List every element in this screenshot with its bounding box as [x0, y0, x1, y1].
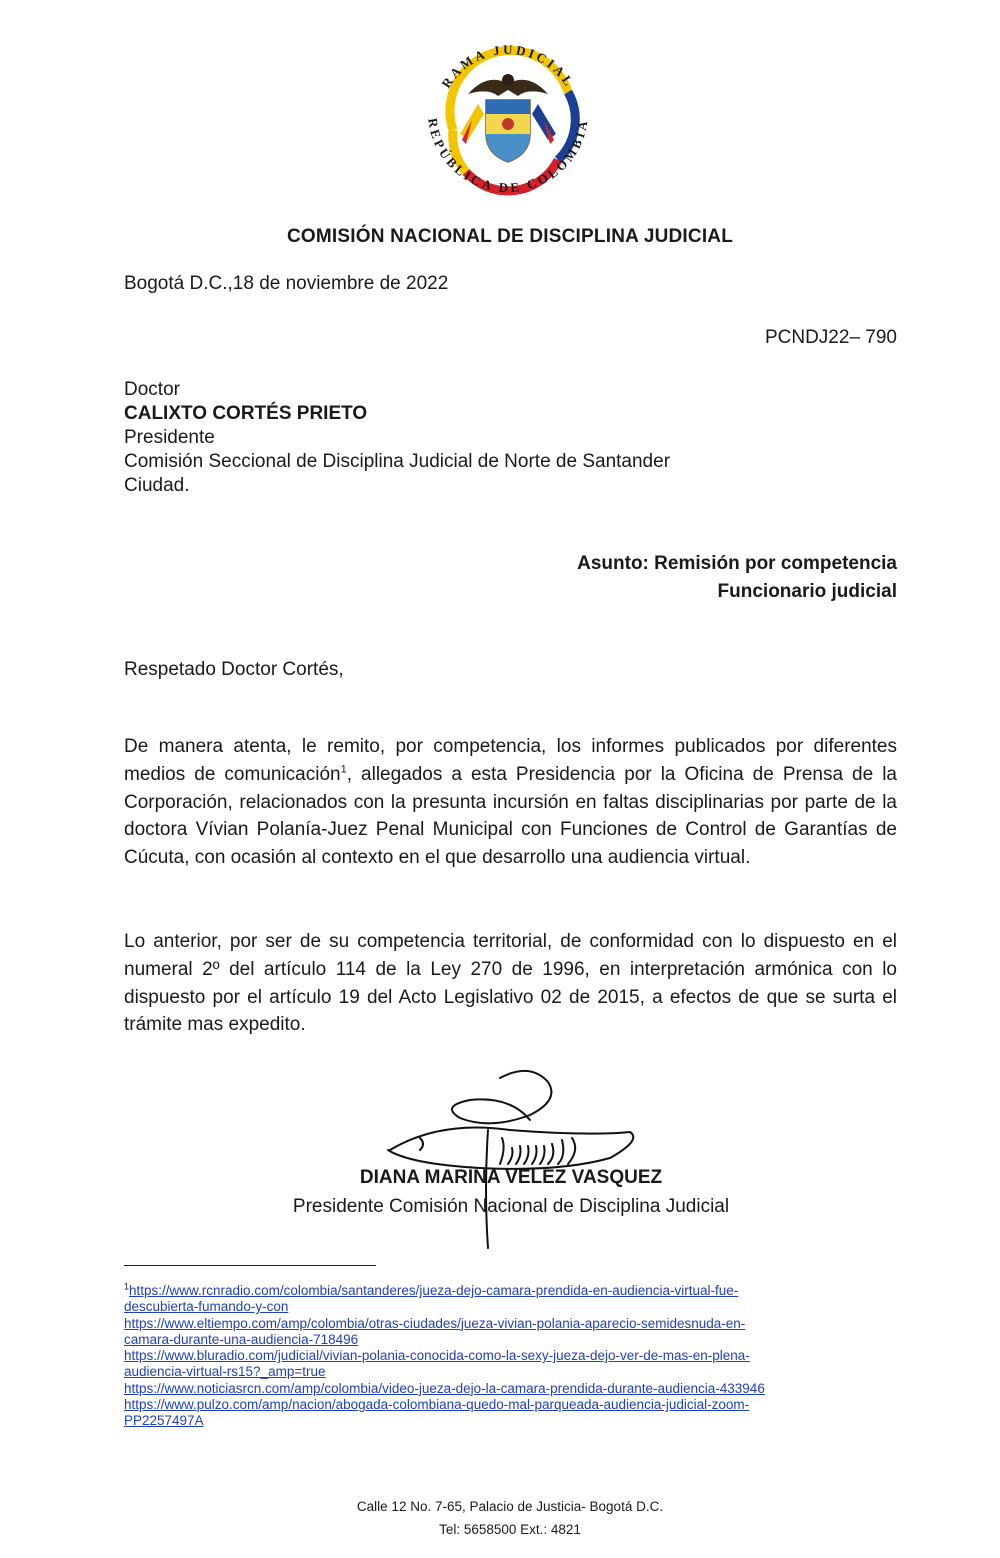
- link-text: audiencia-virtual-rs15?_amp=true: [124, 1364, 326, 1380]
- footnote-link-pulzo[interactable]: [124, 1397, 749, 1412]
- subject-detail: Funcionario judicial: [717, 581, 897, 602]
- link-text: https://www.noticiasrcn.com/amp/colombia/video-jueza-dejo-la-camara-prendida-durante-audiencia-433946: [124, 1380, 765, 1396]
- handwritten-signature: [380, 1060, 650, 1260]
- footnote-link: [124, 1283, 884, 1299]
- footer-address-line: Calle 12 No. 7-65, Palacio de Justicia- Bogotá D.C.: [356, 1499, 664, 1514]
- link-text: descubierta-fumando-y-con: [124, 1299, 289, 1315]
- signer-title: Presidente Comisión Nacional de Disciplina Judicial: [292, 1196, 730, 1217]
- footnote-divider: [124, 1265, 376, 1266]
- seal-ring-text-top: RAMA JUDICIAL: [438, 41, 578, 91]
- footnote-link-rcnradio[interactable]: [129, 1283, 738, 1298]
- paragraph-1-text-start: De manera atenta, le remito, por competencia, los informes publicados por diferentes medios de comunicación: [124, 736, 897, 785]
- rama-judicial-seal: [408, 22, 608, 212]
- footnote-link-bluradio-cont[interactable]: [124, 1364, 326, 1379]
- signer-name: DIANA MARINA VELEZ VASQUEZ: [359, 1167, 663, 1188]
- footer-address: [0, 1495, 1000, 1541]
- footnote-link-pulzo-cont[interactable]: [124, 1413, 204, 1428]
- addressee-block: [124, 378, 670, 498]
- footnote-link-noticiasrcn[interactable]: [124, 1381, 765, 1396]
- greeting: Respetado Doctor Cortés,: [124, 659, 344, 680]
- footnote-mark: 1: [124, 1281, 130, 1292]
- seal-ring-text-bottom: REPÚBLICA DE COLOMBIA: [425, 116, 591, 196]
- addressee-city: Ciudad.: [124, 475, 190, 496]
- body-paragraph-1: [124, 733, 897, 872]
- reference-number: PCNDJ22– 790: [764, 327, 897, 348]
- footnote-link-bluradio[interactable]: [124, 1348, 750, 1363]
- footer-phone-line: Tel: 5658500 Ext.: 4821: [439, 1522, 581, 1537]
- organization-title: COMISIÓN NACIONAL DE DISCIPLINA JUDICIAL: [286, 226, 734, 247]
- footnote-reference[interactable]: 1: [340, 763, 347, 776]
- subject-line: Asunto: Remisión por competencia: [577, 553, 897, 574]
- footnote-link-continuation: [124, 1299, 884, 1315]
- link-text: https://www.rcnradio.com/colombia/santanderes/jueza-dejo-camara-prendida-en-audiencia-virtual-fue-: [129, 1283, 739, 1298]
- paragraph-1-text-end: , allegados a esta Presidencia por la Oficina de Prensa de la Corporación, relacionados con la presunta incursión en faltas disciplinarias por parte de la doctora Vívian Polanía-Juez Penal Municipal con Funciones de Control de Garantías de Cúcuta, con ocasión al contexto en el que desarrollo una audiencia virtual.: [124, 763, 897, 869]
- addressee-salutation-title: Doctor: [124, 379, 180, 400]
- footnote-link-continuation: [124, 1332, 884, 1348]
- body-paragraph-2: Lo anterior, por ser de su competencia territorial, de conformidad con lo dispuesto en el numeral 2º del artículo 114 de la Ley 270 de 1996, en interpretación armónica con lo dispuesto por el artículo 19 del Acto Legislativo 02 de 2015, a efectos de que se surta el trámite mas expedito.: [124, 931, 897, 1036]
- addressee-role: Presidente: [124, 427, 215, 448]
- footnote-link: [124, 1381, 884, 1397]
- letter-date: Bogotá D.C.,18 de noviembre de 2022: [124, 273, 449, 294]
- footnote-link: [124, 1316, 884, 1332]
- link-text: https://www.pulzo.com/amp/nacion/abogada-colombiana-quedo-mal-parqueada-audiencia-judicial-zoom-: [124, 1397, 750, 1413]
- footnote-link: [124, 1397, 884, 1413]
- subject-block: [577, 550, 897, 606]
- footnote-link-continuation: [124, 1413, 884, 1429]
- footnote-link-eltiempo[interactable]: [124, 1316, 745, 1331]
- addressee-organization: Comisión Seccional de Disciplina Judicial de Norte de Santander: [124, 451, 671, 472]
- footnote-link-continuation: [124, 1364, 884, 1380]
- footnote-link-eltiempo-cont[interactable]: [124, 1332, 358, 1347]
- link-text: https://www.eltiempo.com/amp/colombia/otras-ciudades/jueza-vivian-polania-aparecio-semidesnuda-en-: [124, 1315, 746, 1331]
- footnote-link-rcnradio-cont[interactable]: [124, 1299, 288, 1314]
- addressee-name: CALIXTO CORTÉS PRIETO: [124, 403, 368, 424]
- footnote-link: [124, 1348, 884, 1364]
- link-text: https://www.bluradio.com/judicial/vivian-polania-conocida-como-la-sexy-jueza-dejo-ver-de-mas-en-plena-: [124, 1348, 750, 1364]
- link-text: PP2257497A: [124, 1413, 204, 1429]
- footnotes-block: [124, 1283, 884, 1430]
- link-text: camara-durante-una-audiencia-718496: [124, 1331, 359, 1347]
